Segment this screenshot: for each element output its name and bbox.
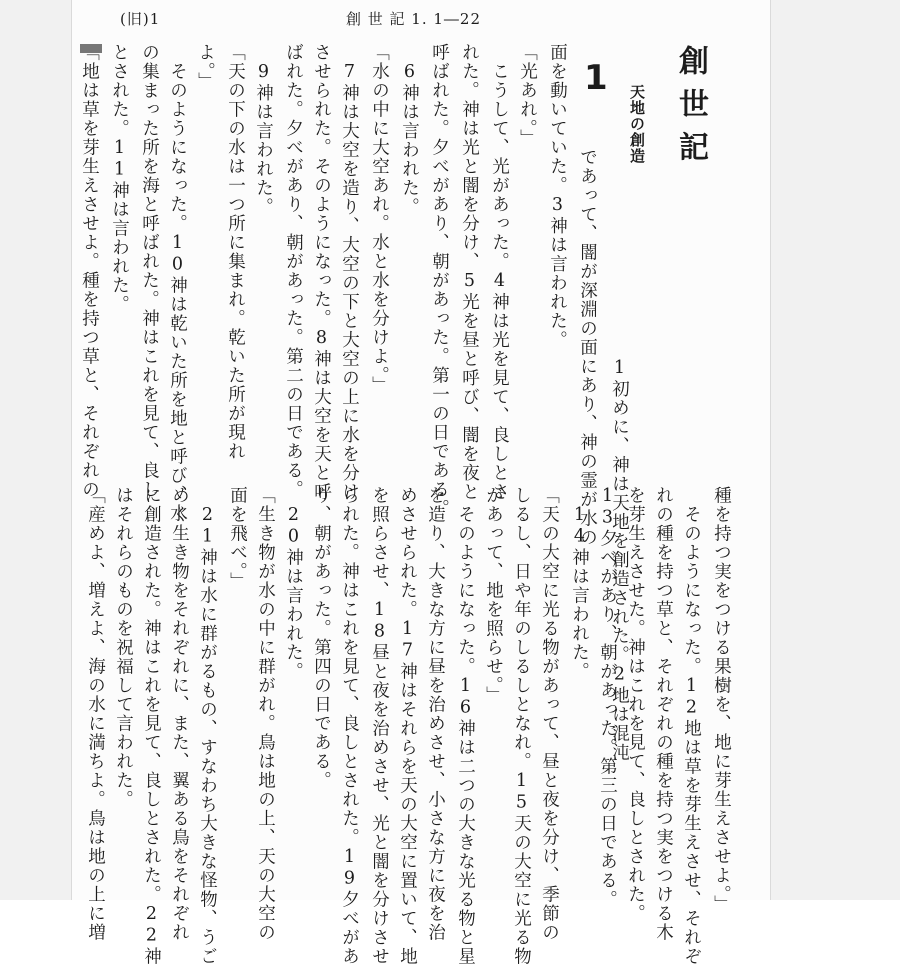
text-column: 「天の大空に光る物があって、昼と夜を分け、季節の	[539, 486, 560, 942]
text-column: めさせられた。17神はそれらを天の大空に置いて、地	[397, 486, 418, 966]
text-column: 「生き物が水の中に群がれ。鳥は地の上、天の大空の	[255, 486, 276, 942]
text-column: 「天の下の水は一つ所に集まれ。乾いた所が現れ	[225, 43, 246, 461]
text-column: こうして、光があった。4神は光を見て、良しとさ	[489, 62, 510, 502]
text-column: 「光あれ。」	[517, 43, 538, 149]
text-column: そのようになった。10神は乾いた所を地と呼び、水	[167, 62, 188, 523]
text-column: 9神は言われた。	[253, 62, 274, 217]
text-column: そのようになった。12地は草を芽生えさせ、それぞ	[681, 505, 702, 966]
text-column: に創造された。神はこれを見て、良しとされた。22神	[141, 486, 162, 966]
text-column: 1初めに、神は天地を創造された。2地は混沌	[609, 358, 630, 762]
text-column: 「水の中に大空あれ。水と水を分けよ。」	[369, 43, 390, 396]
text-column: ばれた。夕べがあり、朝があった。第二の日である。	[283, 43, 304, 499]
text-column: を芽生えさせた。神はこれを見て、良しとされた。	[625, 486, 646, 923]
text-column: があって、地を照らせ。」	[483, 486, 504, 706]
text-column: られた。神はこれを見て、良しとされた。19夕べがあ	[339, 486, 360, 966]
text-column: 呼ばれた。夕べがあり、朝があった。第一の日である。	[429, 43, 450, 518]
running-header-title: 創 世 記 1. 1―22	[346, 10, 482, 28]
text-column: り、朝があった。第四の日である。	[311, 486, 332, 790]
page-number-label: (旧)1	[120, 10, 161, 28]
text-column: 21神は水に群がるもの、すなわち大きな怪物、うご	[197, 505, 218, 966]
section-heading: 天地の創造	[628, 84, 646, 164]
text-column: よ。」	[195, 43, 216, 92]
text-column: 面を動いていた。3神は言われた。	[547, 43, 568, 350]
text-column: 面を飛べ。」	[227, 486, 248, 592]
text-column: れた。神は光と闇を分け、5光を昼と呼び、闇を夜と	[459, 43, 480, 502]
page-margin-right	[770, 0, 900, 900]
text-column: 6神は言われた。	[399, 62, 420, 217]
text-column: しるし、日や年のしるしとなれ。15天の大空に光る物	[511, 486, 532, 966]
text-column: めく生き物をそれぞれに、また、翼ある鳥をそれぞれ	[169, 486, 190, 942]
text-column: であって、闇が深淵の面にあり、神の霊が水の	[577, 148, 598, 547]
text-column: 「地は草を芽生えさせよ。種を持つ草と、それぞれの	[79, 43, 100, 499]
text-column: 「産めよ、増えよ、海の水に満ちよ。鳥は地の上に増	[85, 486, 106, 942]
text-column: 13夕べがあり、朝があった。第三の日である。	[597, 486, 618, 909]
text-column: を照らさせ、18昼と夜を治めさせ、光と闇を分けさせ	[369, 486, 390, 966]
text-column: の集まった所を海と呼ばれた。神はこれを見て、良し	[139, 43, 160, 499]
text-column: そのようになった。16神は二つの大きな光る物と星	[455, 505, 476, 966]
text-column: 7神は大空を造り、大空の下と大空の上に水を分け	[339, 62, 360, 502]
text-column: はそれらのものを祝福して言われた。	[113, 486, 134, 809]
text-column: させられた。そのようになった。8神は大空を天と呼	[311, 43, 332, 502]
text-column: とされた。11神は言われた。	[109, 43, 130, 314]
text-column: 種を持つ実をつける果樹を、地に芽生えさせよ。」	[711, 486, 732, 915]
text-column: を造り、大きな方に昼を治めさせ、小さな方に夜を治	[425, 486, 446, 942]
chapter-number: 1	[584, 58, 608, 98]
text-column: 14神は言われた。	[569, 505, 590, 681]
page-margin-left	[0, 0, 72, 900]
book-title: 創世記	[673, 45, 708, 174]
text-column: れの種を持つ草と、それぞれの種を持つ実をつける木	[653, 486, 674, 942]
text-column: 20神は言われた。	[283, 505, 304, 681]
